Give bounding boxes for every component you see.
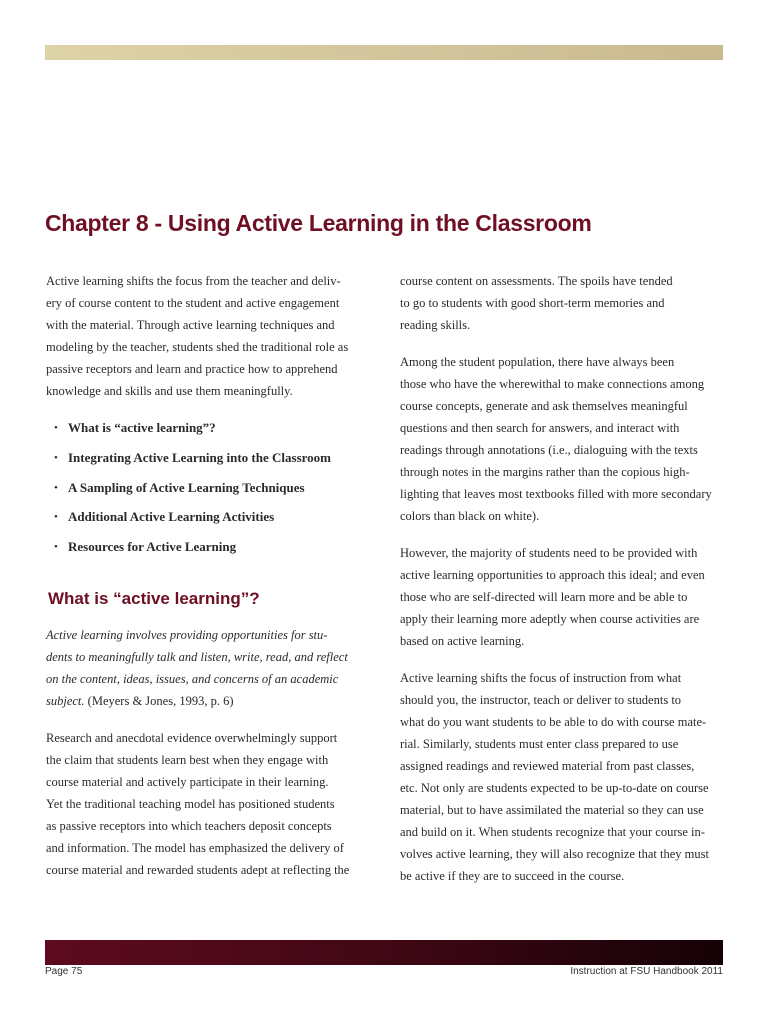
left-column	[46, 270, 371, 881]
bullet-dot-icon: •	[54, 541, 58, 554]
handbook-title: Instruction at FSU Handbook 2011	[570, 966, 723, 977]
topic-item-additional[interactable]: • Additional Active Learning Activities	[46, 506, 371, 528]
majority-paragraph: However, the majority of students need to be provided with active learning opportunities to approach this ideal; and even those who are self-directed will learn more and be able to apply their learning more adeptly when course activities are based on active learning.	[400, 546, 705, 648]
shift-paragraph: Active learning shifts the focus of instruction from what should you, the instructor, teach or deliver to students to what do you want students to be able to do with course mate- rial. Similarly, students must enter class prepared to use assigned readings and reviewed material from past classes, etc. Not only are students expected to be up-to-date on course material, but to have assimilated the material so they can use and build on it. When students recognize that your course in- volves active learning, they will also recognize that they must be active if they are to succeed in the course.	[400, 671, 709, 883]
right-column	[400, 270, 726, 887]
topic-item-what-is[interactable]: • What is “active learning”?	[46, 417, 371, 439]
definition-quote: Active learning involves providing opportunities for stu- dents to meaningfully talk and listen, write, read, and reflect on the content, ideas, issues, and concerns of an academic subject. (Meyers & Jones, 1993, p. 6)	[46, 628, 348, 709]
chapter-title: Chapter 8 - Using Active Learning in the Classroom	[45, 210, 592, 236]
continuation-paragraph: course content on assessments. The spoils have tended to go to students with good short-term memories and reading skills.	[400, 274, 673, 332]
population-paragraph: Among the student population, there have always been those who have the wherewithal to make connections among course concepts, generate and ask themselves meaningful questions and then search for answers, and interact with readings through annotations (i.e., dialoguing with the texts through notes in the margins rather than the copious high- lighting that leaves most textbooks filled with more secondary colors than black on white).	[400, 355, 712, 523]
page-number: Page 75	[45, 966, 83, 977]
top-decorative-bar	[45, 45, 723, 60]
section-heading: What is “active learning”?	[48, 589, 260, 609]
intro-paragraph: Active learning shifts the focus from the teacher and deliv- ery of course content to the student and active engagement with the material. Through active learning techniques and modeling by the teacher, students shed the traditional role as passive receptors and learn and practice how to apprehend knowledge and skills and use them meaningfully.	[46, 274, 349, 398]
bullet-dot-icon: •	[54, 511, 58, 524]
topic-list	[46, 417, 371, 558]
topic-item-integrating[interactable]: • Integrating Active Learning into the Classroom	[46, 447, 371, 469]
research-paragraph: Research and anecdotal evidence overwhelmingly support the claim that students learn best when they engage with course material and actively participate in their learning. Yet the traditional teaching model has positioned students as passive receptors into which teachers deposit concepts and information. The model has emphasized the delivery of course material and rewarded students adept at reflecting the	[46, 731, 350, 878]
quote-citation: (Meyers & Jones, 1993, p. 6)	[84, 694, 234, 709]
topic-item-resources[interactable]: • Resources for Active Learning	[46, 536, 371, 558]
bullet-dot-icon: •	[54, 481, 58, 494]
bottom-decorative-bar	[45, 940, 723, 965]
bullet-dot-icon: •	[54, 451, 58, 464]
bullet-dot-icon: •	[54, 422, 58, 434]
topic-item-sampling[interactable]: • A Sampling of Active Learning Techniques	[46, 477, 371, 499]
